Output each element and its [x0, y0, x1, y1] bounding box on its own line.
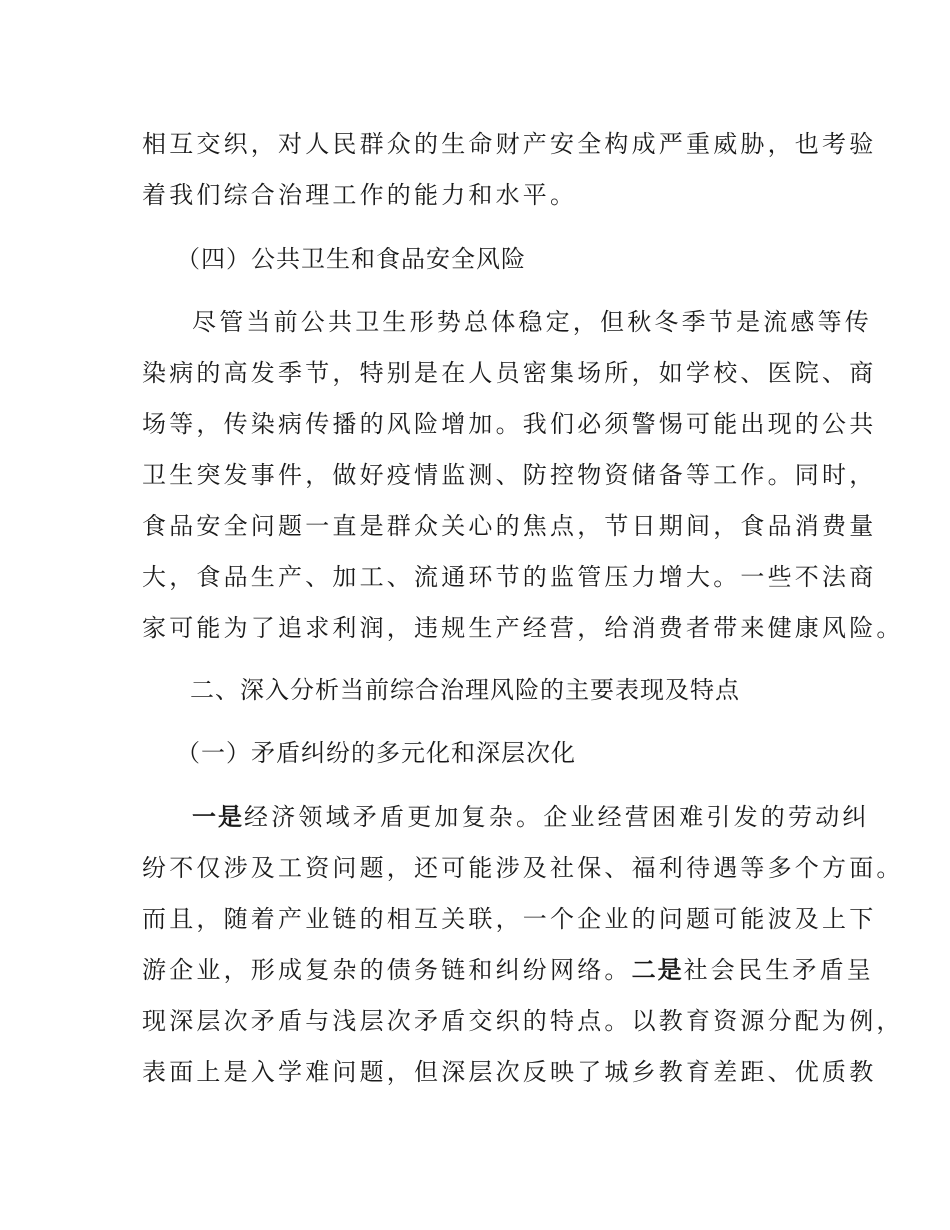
- paragraph-line: [142, 950, 875, 990]
- paragraph-line: 染病的高发季节，特别是在人员密集场所，如学校、医院、商: [142, 359, 877, 387]
- section-heading-analysis: 二、深入分析当前综合治理风险的主要表现及特点: [190, 676, 740, 704]
- paragraph-line: 食品安全问题一直是群众关心的焦点，节日期间，食品消费量: [142, 512, 877, 540]
- subheading-conflicts: （一）矛盾纠纷的多元化和深层次化: [176, 739, 576, 767]
- paragraph-line: 尽管当前公共卫生形势总体稳定，但秋冬季节是流感等传: [192, 308, 872, 336]
- emphasis-second: 二是: [631, 956, 684, 984]
- paragraph-line: 家可能为了追求利润，违规生产经营，给消费者带来健康风险。: [142, 614, 904, 642]
- paragraph-line: 大，食品生产、加工、流通环节的监管压力增大。一些不法商: [142, 563, 877, 591]
- paragraph-text: 社会民生矛盾呈: [683, 956, 875, 984]
- paragraph-line: 而且，随着产业链的相互关联，一个企业的问题可能波及上下: [142, 905, 877, 933]
- emphasis-first: 一是: [192, 803, 244, 831]
- paragraph-line: 着我们综合治理工作的能力和水平。: [142, 181, 578, 209]
- paragraph-text: 经济领域矛盾更加复杂。企业经营困难引发的劳动纠: [244, 803, 870, 831]
- paragraph-line: 场等，传染病传播的风险增加。我们必须警惕可能出现的公共: [142, 410, 877, 438]
- paragraph-line: 表面上是入学难问题，但深层次反映了城乡教育差距、优质教: [142, 1058, 877, 1086]
- paragraph-line: [192, 797, 872, 837]
- section-heading-public-health: （四）公共卫生和食品安全风险: [176, 245, 526, 273]
- paragraph-line: 纷不仅涉及工资问题，还可能涉及社保、福利待遇等多个方面。: [142, 854, 904, 882]
- paragraph-line: 相互交织，对人民群众的生命财产安全构成严重威胁，也考验: [142, 130, 877, 158]
- paragraph-text: 游企业，形成复杂的债务链和纠纷网络。: [142, 956, 632, 984]
- paragraph-line: 现深层次矛盾与浅层次矛盾交织的特点。以教育资源分配为例，: [142, 1007, 904, 1035]
- paragraph-line: 卫生突发事件，做好疫情监测、防控物资储备等工作。同时，: [142, 461, 877, 489]
